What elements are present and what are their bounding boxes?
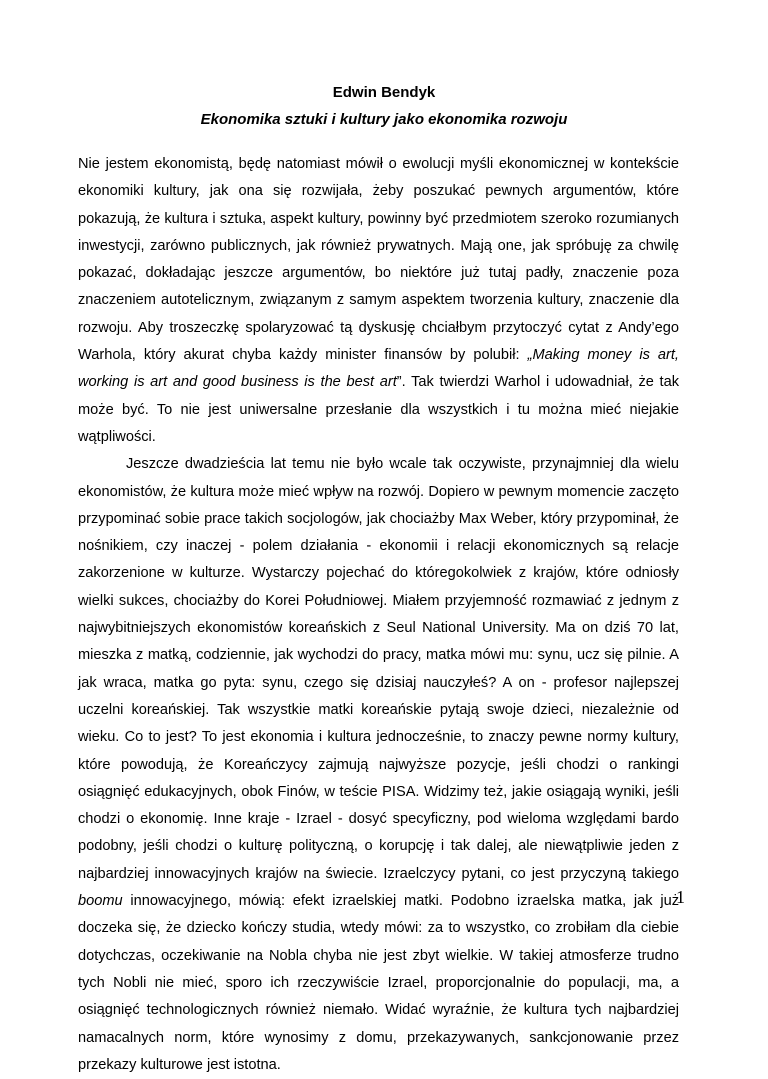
paragraph-1-text-end: ”. Tak twierdzi Warhol i udowadniał, że tak może być. To nie jest uniwersalne przesłanie dla wszystkich i tu można mieć niejakie wątpliwości. xyxy=(78,374,679,445)
paragraph-1 xyxy=(78,151,679,451)
paragraph-2 xyxy=(78,451,679,1079)
italic-term-boom: boomu xyxy=(78,893,123,910)
paragraph-2-text-end: innowacyjnego, mówią: efekt izraelskiej matki. Podobno izraelska matka, jak już doczeka się, że dziecko kończy studia, wtedy mówi: za to wszystko, co zrobiłam dla ciebie dotychczas, oczekiwanie na Nobla chyba nie jest zbyt wielkie. W takiej atmosferze trudno tych Nobli nie mieć, sporo ich rzeczywiście Izrael, proporcjonalnie do populacji, ma, a osiągnięć technologicznych również niemało. Widać wyraźnie, że kultura tych najbardziej namacalnych norm, które wynosimy z domu, przekazywanych, sankcjonowanie przez przekazy kulturowe jest istotna. xyxy=(78,893,679,1073)
author-name: Edwin Bendyk xyxy=(332,84,436,101)
warhol-quote: „Making money is art, working is art and good business is the best art xyxy=(78,347,679,391)
document-body xyxy=(78,151,679,1079)
paragraph-2-text-start: Jeszcze dwadzieścia lat temu nie było wcale tak oczywiste, przynajmniej dla wielu ekonomistów, że kultura może mieć wpływ na rozwój. Dopiero w pewnym momencie zaczęto przypominać sobie prace takich socjologów, jak chociażby Max Weber, który przypominał, że nośnikiem, czy inaczej - polem działania - ekonomii i relacji ekonomicznych są relacje zakorzenione w kulturze. Wystarczy pojechać do któregokolwiek z krajów, które odniosły wielki sukces, chociażby do Korei Południowej. Miałem przyjemność rozmawiać z jednym z najwybitniejszych ekonomistów koreańskich z Seul National University. Ma on dziś 70 lat, mieszka z matką, codziennie, jak wychodzi do pracy, matka mówi mu: synu, ucz się pilnie. A jak wraca, matka go pyta: synu, czego się dzisiaj nauczyłeś? A on - profesor najlepszej uczelni koreańskiej. Tak wszystkie matki koreańskie pytają swoje dzieci, niezależnie od wieku. Co to jest? To jest ekonomia i kultura jednocześnie, to znaczy pewne normy kultury, które powodują, że Koreańczycy zajmują najwyższe pozycje, jeśli chodzi o rankingi osiągnięć edukacyjnych, obok Finów, w teście PISA. Widzimy też, jakie osiągają wyniki, jeśli chodzi o ekonomię. Inne kraje - Izrael - dosyć specyficzny, pod wieloma względami bardo podobny, jeśli chodzi o kulturę polityczną, o korupcję i tak dalej, ale niewątpliwie jeden z najbardziej innowacyjnych krajów na świecie. Izraelczycy pytani, co jest przyczyną takiego xyxy=(78,456,679,882)
paragraph-1-text-start: Nie jestem ekonomistą, będę natomiast mówił o ewolucji myśli ekonomicznej w kontekście ekonomiki kultury, jak ona się rozwijała, żeby poszukać pewnych argumentów, które pokazują, że kultura i sztuka, aspekt kultury, powinny być przedmiotem szeroko rozumianych inwestycji, zarówno publicznych, jak również prywatnych. Mają one, jak spróbuję za chwilę pokazać, dokładając jeszcze argumentów, bo niektóre już tutaj padły, znaczenie poza znaczeniem autotelicznym, związanym z samym aspektem tworzenia kultury, znaczenie dla rozwoju. Aby troszeczkę spolaryzować tą dyskusję chciałbym przytoczyć cytat z Andy’ego Warhola, który akurat chyba każdy minister finansów by polubił: xyxy=(78,156,679,364)
page-number: 1 xyxy=(676,887,685,907)
document-title: Ekonomika sztuki i kultury jako ekonomika rozwoju xyxy=(200,111,568,128)
